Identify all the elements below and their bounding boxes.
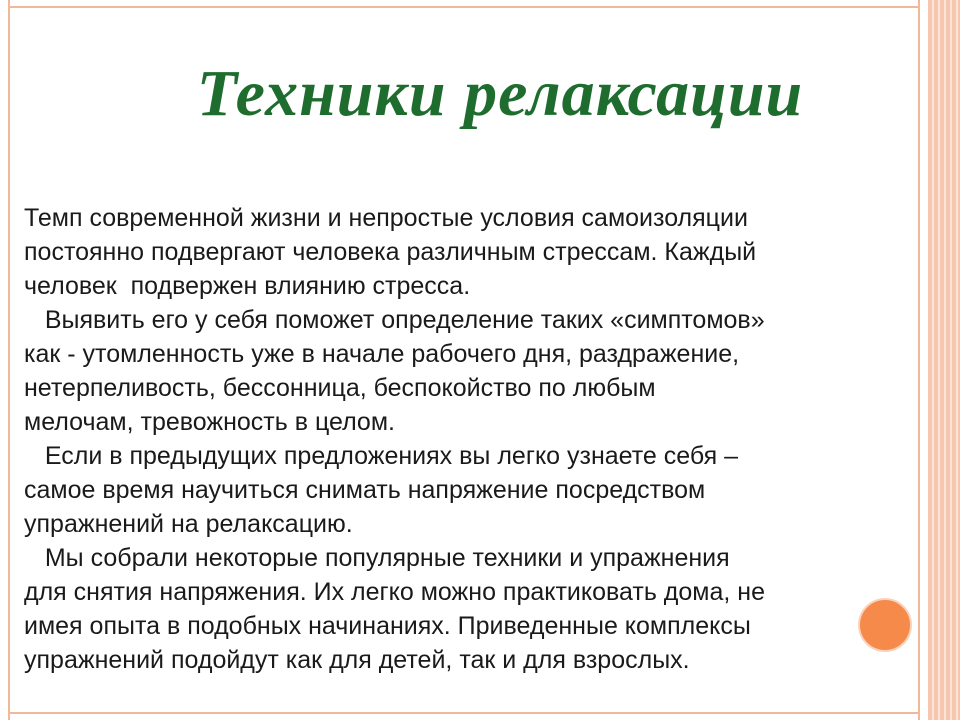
slide-body-text bbox=[24, 201, 904, 677]
body-line: человек подвержен влиянию стресса. bbox=[24, 272, 471, 300]
frame-bottom-line bbox=[8, 712, 920, 714]
body-line: имея опыта в подобных начинаниях. Приведенные комплексы bbox=[24, 612, 751, 640]
body-line: Мы собрали некоторые популярные техники и упражнения bbox=[24, 544, 730, 572]
body-line: постоянно подвергают человека различным стрессам. Каждый bbox=[24, 238, 757, 266]
body-line: упражнений подойдут как для детей, так и для взрослых. bbox=[24, 646, 690, 674]
body-line: упражнений на релаксацию. bbox=[24, 510, 353, 538]
body-line: нетерпеливость, бессонница, беспокойство по любым bbox=[24, 374, 656, 402]
body-line: мелочам, тревожность в целом. bbox=[24, 408, 395, 436]
decorative-orange-circle bbox=[858, 598, 912, 652]
body-line: как - утомленность уже в начале рабочего дня, раздражение, bbox=[24, 340, 740, 368]
body-line: для снятия напряжения. Их легко можно практиковать дома, не bbox=[24, 578, 765, 606]
body-line: Темп современной жизни и непростые условия самоизоляции bbox=[24, 204, 748, 232]
body-line: Если в предыдущих предложениях вы легко узнаете себя – bbox=[24, 442, 739, 470]
frame-top-line bbox=[8, 6, 920, 8]
slide-title: Техники релаксации bbox=[196, 57, 804, 130]
body-line: самое время научиться снимать напряжение посредством bbox=[24, 476, 706, 504]
body-line: Выявить его у себя поможет определение таких «симптомов» bbox=[24, 306, 765, 334]
